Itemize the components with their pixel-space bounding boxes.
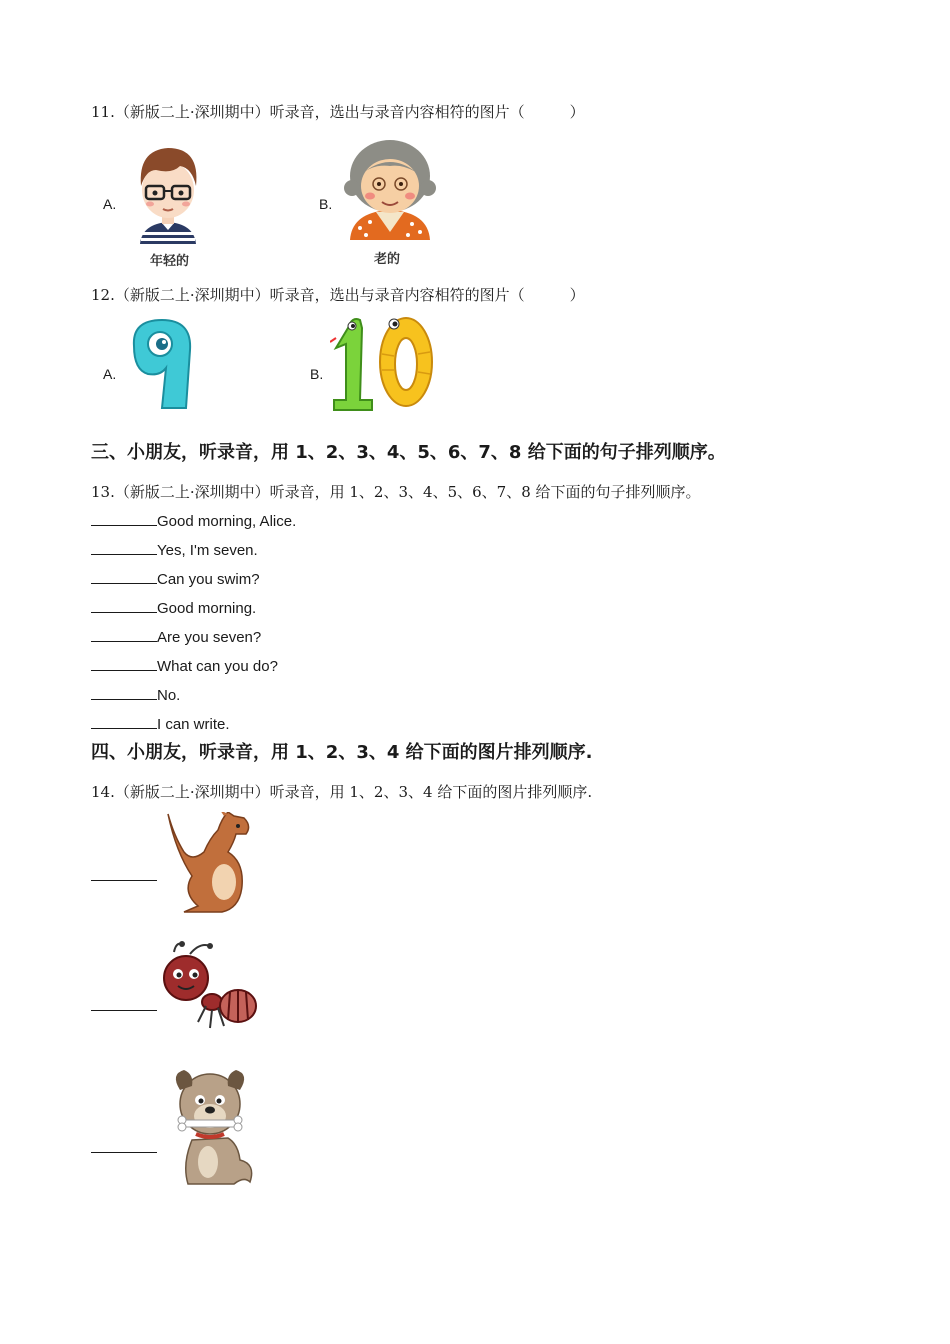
q14-text: 14.（新版二上·深圳期中）听录音，用 1、2、3、4 给下面的图片排列顺序.: [91, 783, 593, 801]
q11-text: 11.（新版二上·深圳期中）听录音，选出与录音内容相符的图片（ ）: [91, 103, 585, 121]
q11-option-b-image[interactable]: [342, 136, 438, 268]
q11-option-a-label[interactable]: A.: [103, 196, 117, 212]
q12-text: 12.（新版二上·深圳期中）听录音，选出与录音内容相符的图片（ ）: [91, 286, 585, 304]
q14-blank-dog[interactable]: [91, 1138, 157, 1157]
answer-blank[interactable]: [91, 540, 157, 555]
q12-option-b-label[interactable]: B.: [310, 366, 324, 382]
section-3-heading: 三、小朋友，听录音，用 1、2、3、4、5、6、7、8 给下面的句子排列顺序。: [91, 442, 726, 463]
answer-blank[interactable]: [91, 656, 157, 671]
dog-icon: [164, 1064, 258, 1188]
answer-blank[interactable]: [91, 627, 157, 642]
q14-ant-image: [160, 940, 260, 1032]
answer-blank[interactable]: [91, 511, 157, 526]
q12-option-a-label[interactable]: A.: [103, 366, 117, 382]
number-ten-icon: [330, 314, 434, 412]
q13-sentence-8: I can write.: [91, 714, 230, 735]
q13-sentence-7: No.: [91, 685, 180, 706]
answer-blank[interactable]: [91, 598, 157, 613]
q11-option-b-label[interactable]: B.: [319, 196, 333, 212]
young-boy-icon: [128, 140, 208, 268]
q11-option-a-image[interactable]: [128, 140, 208, 268]
q13-sentence-4: Good morning.: [91, 598, 256, 619]
q13-text: 13.（新版二上·深圳期中）听录音，用 1、2、3、4、5、6、7、8 给下面的句子排列顺序。: [91, 483, 701, 501]
number-nine-icon: [124, 316, 198, 412]
q14-dog-image: [164, 1064, 258, 1188]
q11-caption-a: 年轻的: [150, 254, 190, 269]
section-4-heading: 四、小朋友，听录音，用 1、2、3、4 给下面的图片排列顺序.: [91, 742, 593, 763]
q14-blank-ant[interactable]: [91, 996, 157, 1015]
q13-sentence-6: What can you do?: [91, 656, 278, 677]
q13-sentence-5: Are you seven?: [91, 627, 261, 648]
answer-blank[interactable]: [91, 714, 157, 729]
q11-caption-b: 老的: [374, 252, 401, 267]
q13-sentence-2: Yes, I'm seven.: [91, 540, 258, 561]
kangaroo-icon: [162, 812, 258, 918]
q12-option-a-image[interactable]: [124, 316, 198, 412]
q14-blank-kangaroo[interactable]: [91, 866, 157, 885]
q13-sentence-3: Can you swim?: [91, 569, 260, 590]
answer-blank[interactable]: [91, 569, 157, 584]
answer-blank[interactable]: [91, 685, 157, 700]
ant-icon: [160, 940, 260, 1032]
q13-sentence-1: Good morning, Alice.: [91, 511, 296, 532]
q12-option-b-image[interactable]: [330, 314, 434, 412]
q14-kangaroo-image: [162, 812, 258, 918]
